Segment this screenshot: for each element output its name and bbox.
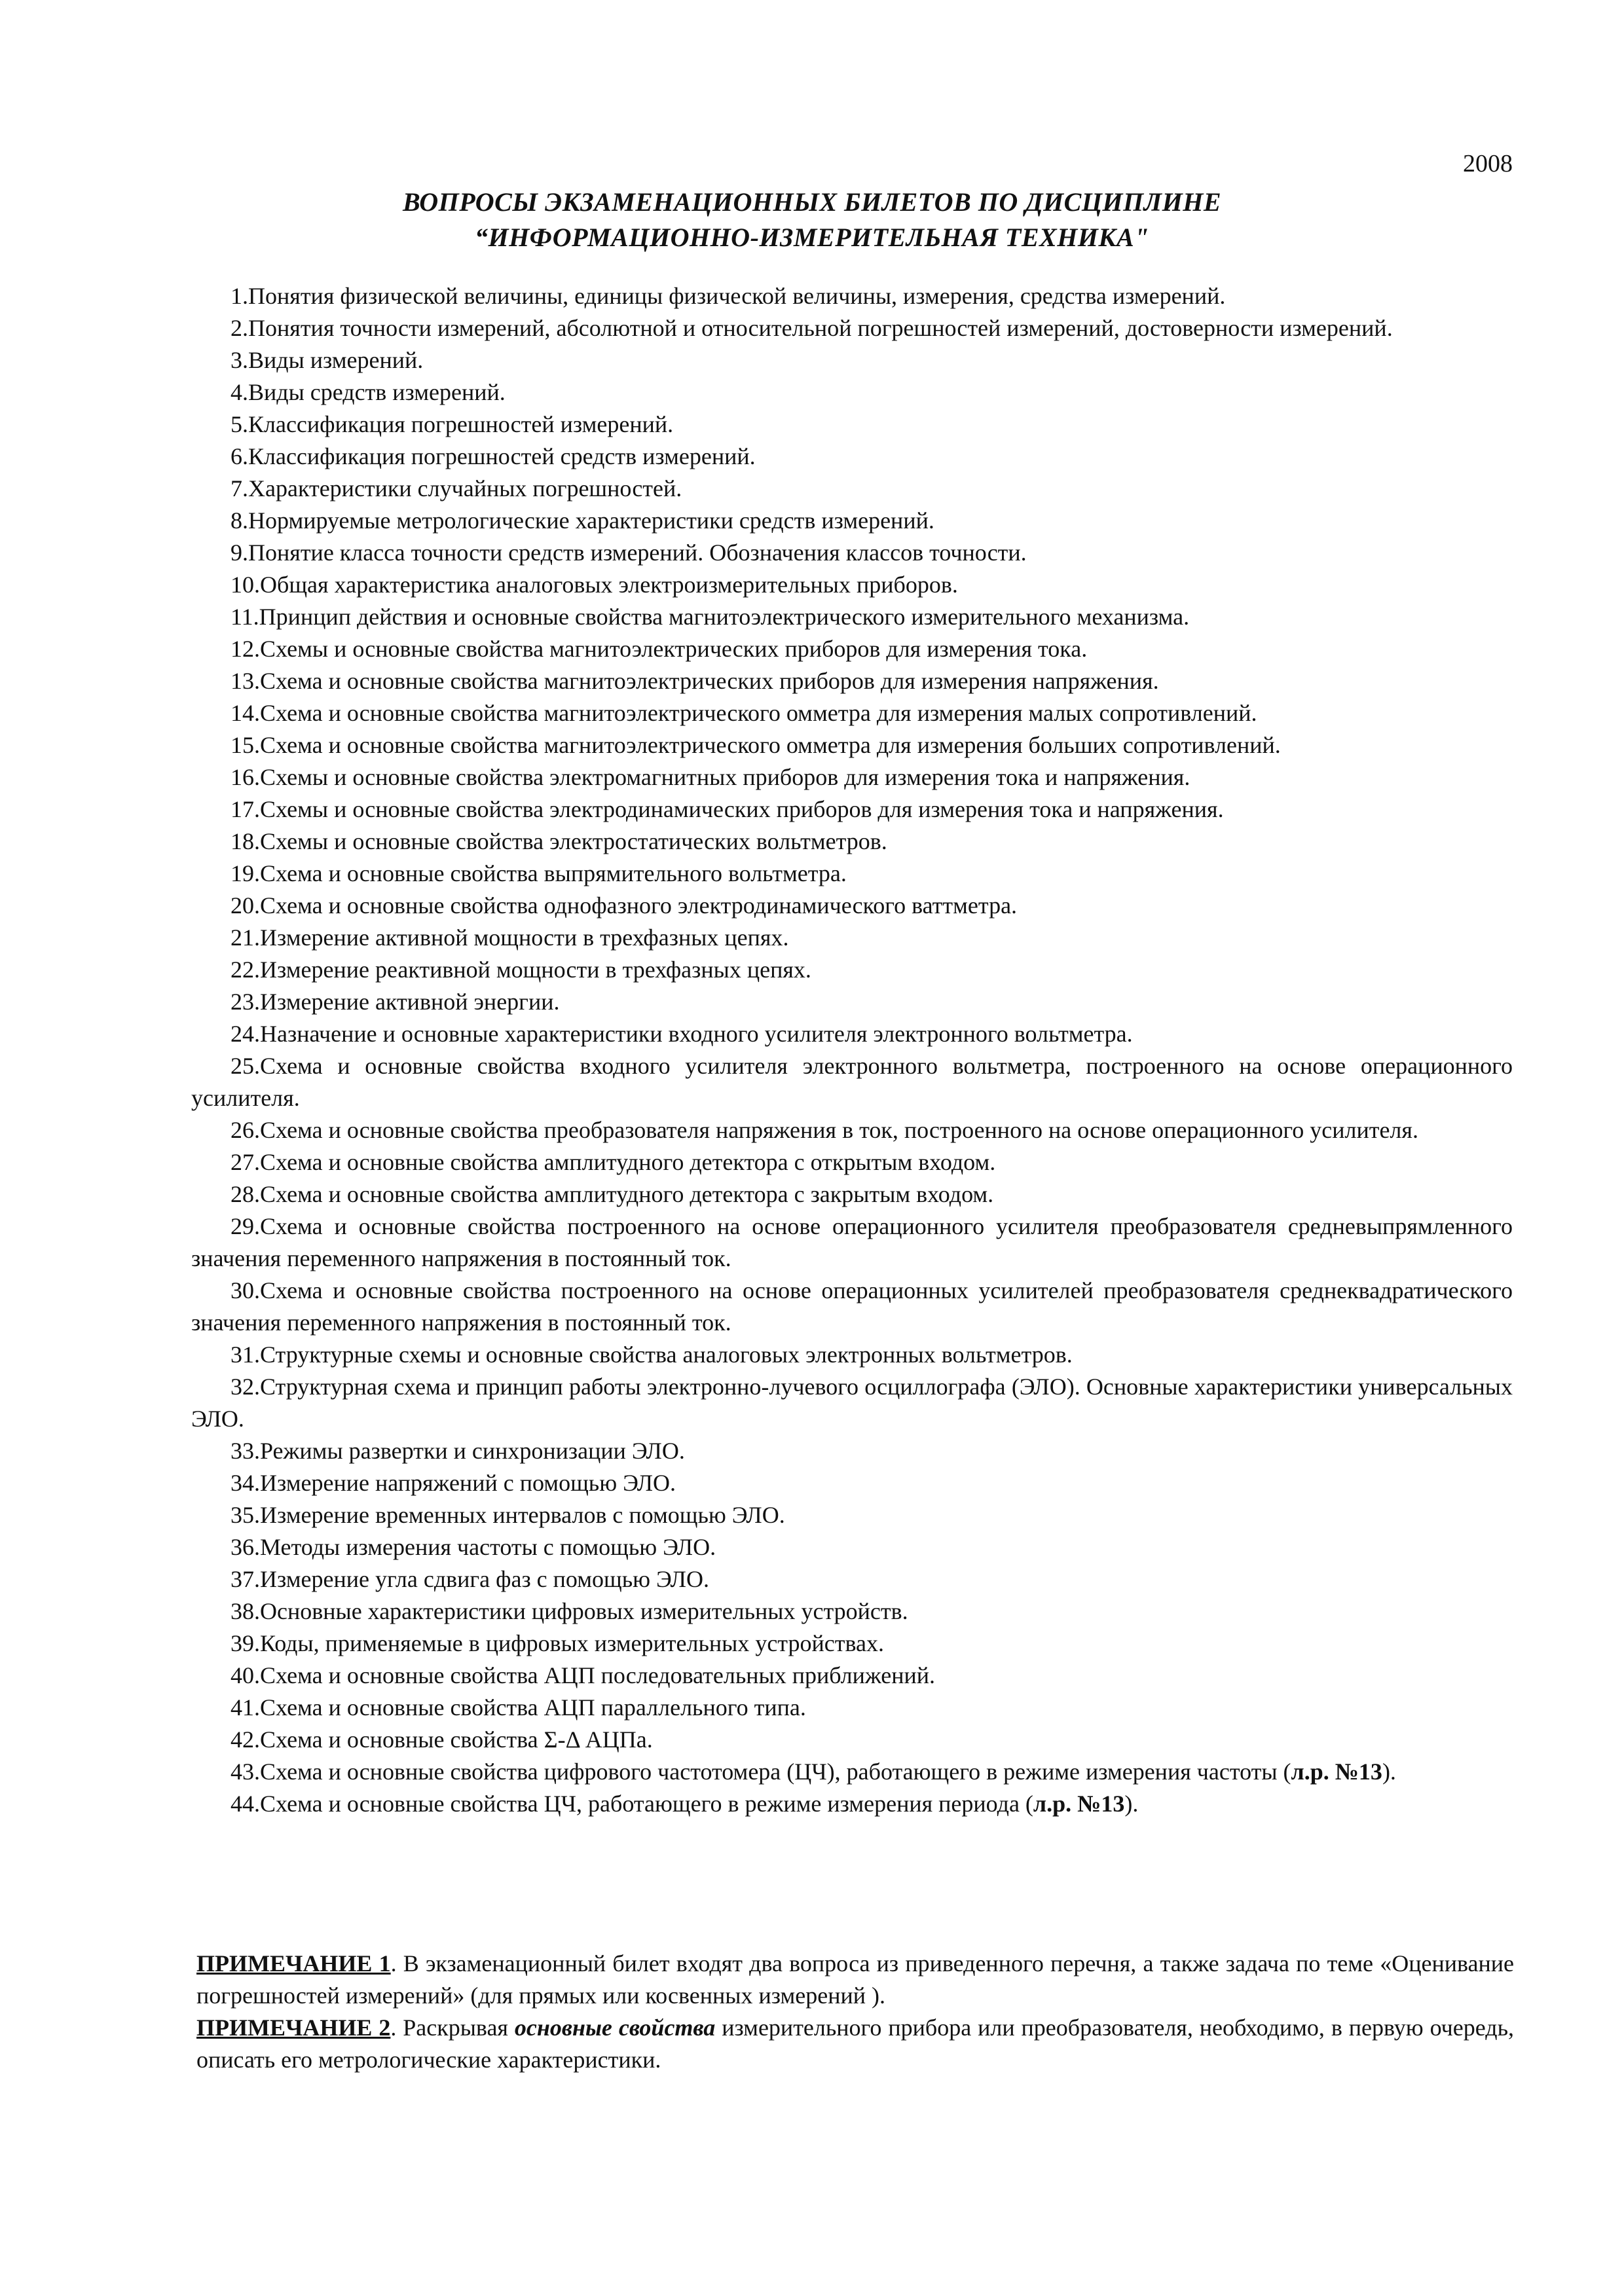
question-item: 37.Измерение угла сдвига фаз с помощью ЭЛО. — [231, 1566, 709, 1592]
question-item: 10.Общая характеристика аналоговых электроизмерительных приборов. — [231, 572, 958, 598]
question-44-tail: ). — [1124, 1791, 1139, 1817]
document-year: 2008 — [1463, 150, 1513, 177]
question-item: 13.Схема и основные свойства магнитоэлектрических приборов для измерения напряжения. — [231, 668, 1159, 694]
question-item: 20.Схема и основные свойства однофазного электродинамического ваттметра. — [231, 892, 1018, 919]
question-item: 8.Нормируемые метрологические характеристики средств измерений. — [231, 507, 934, 534]
question-item: 7.Характеристики случайных погрешностей. — [231, 475, 682, 501]
question-item: 38.Основные характеристики цифровых измерительных устройств. — [231, 1598, 908, 1624]
question-item: 2.Понятия точности измерений, абсолютной и относительной погрешностей измерений, достоверности измерений. — [231, 315, 1393, 341]
question-item: 27.Схема и основные свойства амплитудного детектора с открытым входом. — [231, 1149, 996, 1175]
question-item: 6.Классификация погрешностей средств измерений. — [231, 443, 756, 469]
question-item: 18.Схемы и основные свойства электростатических вольтметров. — [231, 828, 887, 854]
question-item: 21.Измерение активной мощности в трехфазных цепях. — [231, 924, 789, 951]
question-item: 19.Схема и основные свойства выпрямительного вольтметра. — [231, 860, 847, 886]
question-item: 42.Схема и основные свойства Σ-Δ АЦПа. — [231, 1726, 653, 1753]
question-item: 4.Виды средств измерений. — [231, 379, 506, 405]
question-item: 41.Схема и основные свойства АЦП параллельного типа. — [231, 1694, 806, 1721]
question-item: 17.Схемы и основные свойства электродинамических приборов для измерения тока и напряжения. — [231, 796, 1224, 822]
question-item-44 — [191, 1788, 1513, 1820]
question-item-43 — [191, 1756, 1513, 1788]
question-item: 14.Схема и основные свойства магнитоэлектрического омметра для измерения малых сопротивлений. — [231, 700, 1257, 726]
question-43-text: 43.Схема и основные свойства цифрового частотомера (ЦЧ), работающего в режиме измерения частоты ( — [231, 1758, 1291, 1785]
notes-section — [196, 1948, 1514, 2076]
question-item: 36.Методы измерения частоты с помощью ЭЛО. — [231, 1534, 716, 1560]
question-item: 32.Структурная схема и принцип работы электронно-лучевого осциллографа (ЭЛО). Основные характеристики универсальных ЭЛО. — [191, 1374, 1513, 1432]
question-item: 30.Схема и основные свойства построенного на основе операционных усилителей преобразователя среднеквадратического значения переменного напряжения в постоянный ток. — [191, 1277, 1513, 1336]
title-line-1: ВОПРОСЫ ЭКЗАМЕНАЦИОННЫХ БИЛЕТОВ ПО ДИСЦИПЛИНЕ — [402, 187, 1222, 217]
note-2-label: ПРИМЕЧАНИЕ 2 — [196, 2014, 391, 2041]
note-1-text: . В экзаменационный билет входят два вопроса из приведенного перечня, а также задача по теме «Оценивание погрешностей измерений» (для прямых или косвенных измерений ). — [196, 1950, 1514, 2009]
question-item: 3.Виды измерений. — [231, 347, 424, 373]
question-item: 25.Схема и основные свойства входного усилителя электронного вольтметра, построенного на основе операционного усилителя. — [191, 1053, 1513, 1111]
question-item: 12.Схемы и основные свойства магнитоэлектрических приборов для измерения тока. — [231, 636, 1088, 662]
question-item: 15.Схема и основные свойства магнитоэлектрического омметра для измерения больших сопротивлений. — [231, 732, 1281, 758]
question-item: 33.Режимы развертки и синхронизации ЭЛО. — [231, 1438, 685, 1464]
note-2-text-1: . Раскрывая — [390, 2014, 515, 2041]
question-item: 39.Коды, применяемые в цифровых измерительных устройствах. — [231, 1630, 884, 1656]
question-44-text: 44.Схема и основные свойства ЦЧ, работающего в режиме измерения периода ( — [231, 1791, 1033, 1817]
question-43-tail: ). — [1382, 1758, 1396, 1785]
question-43-lab-ref: л.р. №13 — [1291, 1758, 1382, 1785]
question-44-lab-ref: л.р. №13 — [1033, 1791, 1125, 1817]
question-item: 29.Схема и основные свойства построенного на основе операционного усилителя преобразователя средневыпрямленного значения переменного напряжения в постоянный ток. — [191, 1213, 1513, 1271]
note-2-text-2: измерительного прибора или преобразователя, необходимо, в первую очередь, описать его метрологические характеристики. — [196, 2014, 1514, 2073]
questions-list — [191, 280, 1513, 1820]
question-item: 22.Измерение реактивной мощности в трехфазных цепях. — [231, 957, 811, 983]
document-title — [196, 185, 1428, 255]
question-item: 1.Понятия физической величины, единицы физической величины, измерения, средства измерений. — [231, 283, 1226, 309]
question-item: 35.Измерение временных интервалов с помощью ЭЛО. — [231, 1502, 785, 1528]
note-2-emphasis: основные свойства — [514, 2014, 716, 2041]
question-item: 9.Понятие класса точности средств измерений. Обозначения классов точности. — [231, 539, 1027, 566]
note-2 — [196, 2012, 1514, 2076]
question-item: 34.Измерение напряжений с помощью ЭЛО. — [231, 1470, 676, 1496]
question-item: 5.Классификация погрешностей измерений. — [231, 411, 674, 437]
question-item: 16.Схемы и основные свойства электромагнитных приборов для измерения тока и напряжения. — [231, 764, 1190, 790]
question-item: 23.Измерение активной энергии. — [231, 989, 560, 1015]
question-item: 11.Принцип действия и основные свойства магнитоэлектрического измерительного механизма. — [231, 604, 1190, 630]
title-line-2: “ИНФОРМАЦИОННО-ИЗМЕРИТЕЛЬНАЯ ТЕХНИКА" — [475, 223, 1149, 252]
note-1 — [196, 1948, 1514, 2012]
note-1-label: ПРИМЕЧАНИЕ 1 — [196, 1950, 391, 1977]
question-item: 28.Схема и основные свойства амплитудного детектора с закрытым входом. — [231, 1181, 994, 1207]
question-item: 26.Схема и основные свойства преобразователя напряжения в ток, построенного на основе операционного усилителя. — [231, 1117, 1418, 1143]
question-item: 40.Схема и основные свойства АЦП последовательных приближений. — [231, 1662, 936, 1688]
question-item: 31.Структурные схемы и основные свойства аналоговых электронных вольтметров. — [231, 1341, 1073, 1368]
question-item: 24.Назначение и основные характеристики входного усилителя электронного вольтметра. — [231, 1021, 1133, 1047]
